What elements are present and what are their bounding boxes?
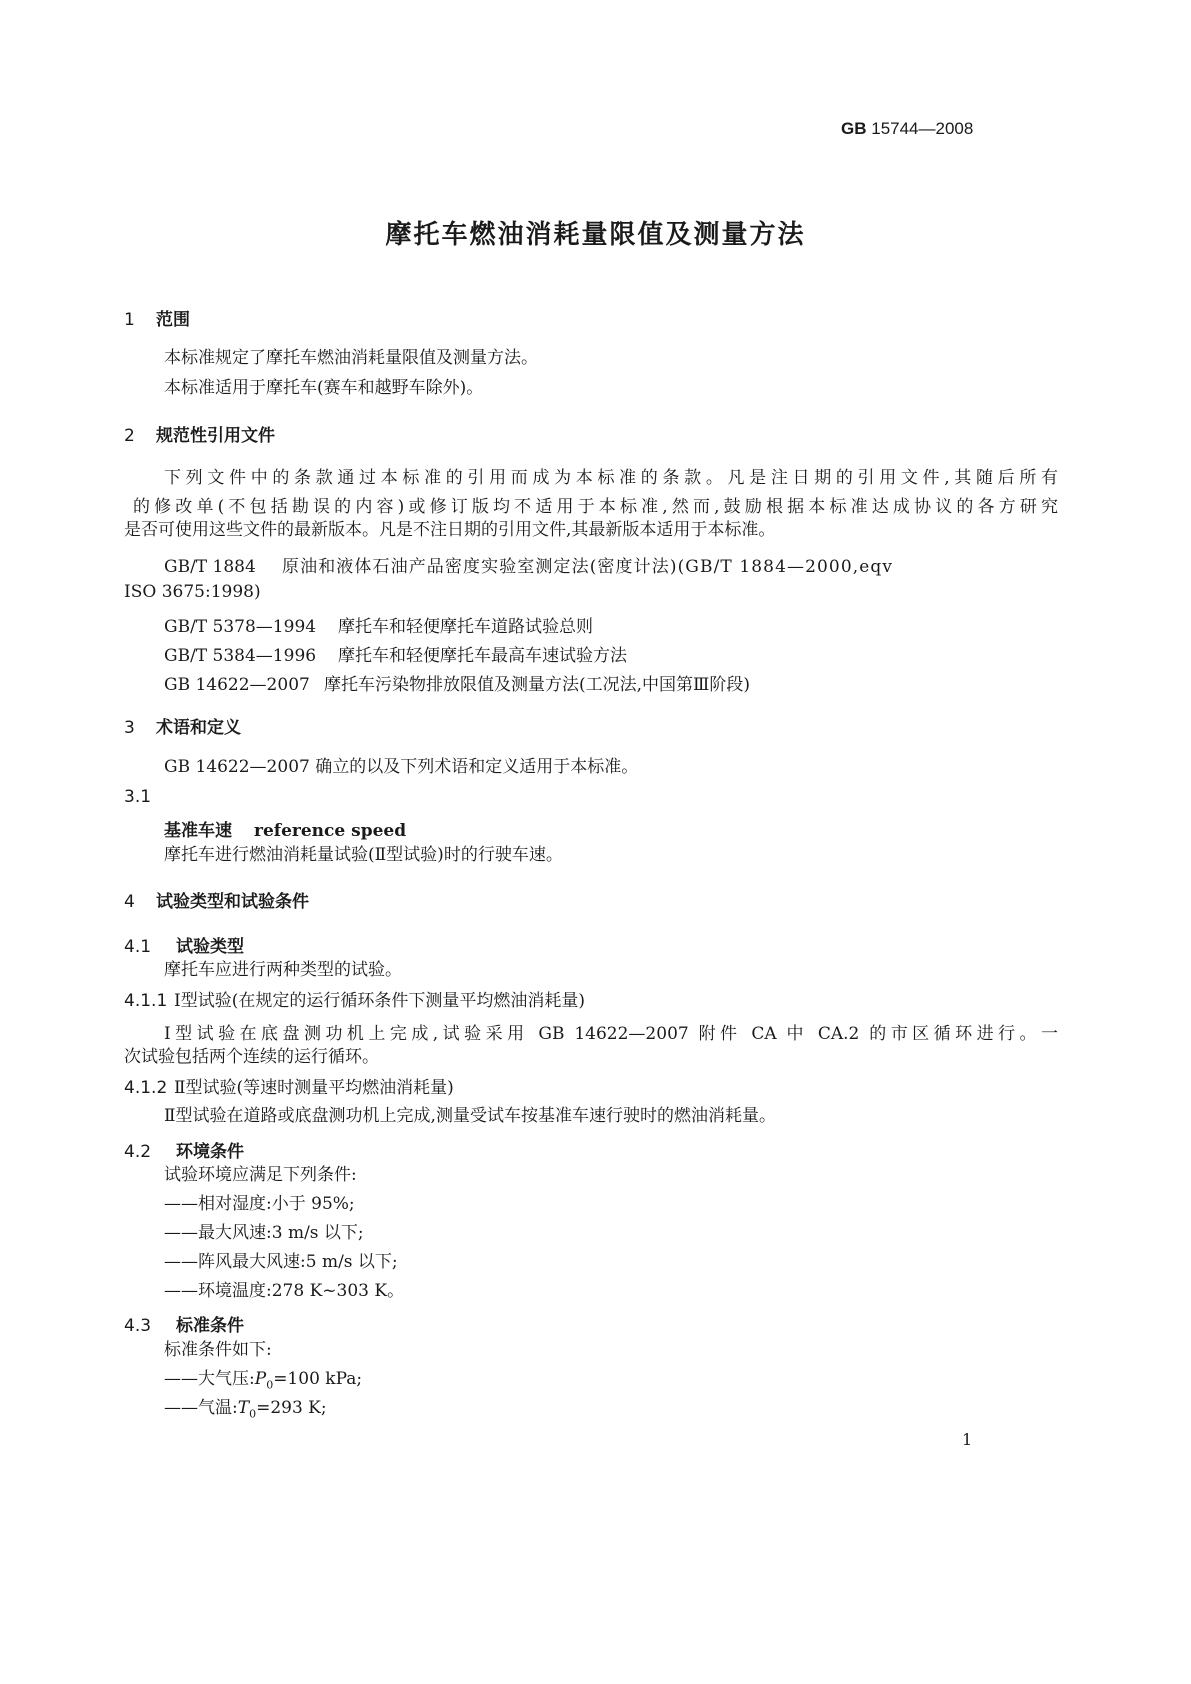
section-title: 标准条件 [176, 1316, 244, 1336]
section-number: 2 [124, 426, 135, 446]
page-number: 1 [962, 1430, 973, 1449]
section-4-2-heading [124, 1137, 244, 1162]
reference-title: 摩托车和轻便摩托车最高车速试验方法 [338, 646, 627, 666]
variable-subscript: 0 [266, 1378, 274, 1392]
term-chinese: 基准车速 [164, 821, 232, 841]
section-title: 规范性引用文件 [156, 426, 275, 446]
reference-item [164, 552, 1058, 577]
section-4-heading [124, 887, 309, 912]
reference-title: 摩托车污染物排放限值及测量方法(工况法,中国第Ⅲ阶段) [324, 675, 751, 695]
section-number: 3 [124, 718, 135, 738]
section-title: 环境条件 [176, 1142, 244, 1162]
list-item-label: ——气温: [164, 1398, 238, 1418]
section-4-1-1-heading [124, 989, 585, 1013]
clause-number: 3.1 [124, 787, 152, 807]
section-number: 4.1.2 [124, 1078, 168, 1098]
document-title: 摩托车燃油消耗量限值及测量方法 [385, 220, 806, 250]
standard-number [841, 119, 973, 139]
paragraph: 标准条件如下: [164, 1340, 272, 1360]
section-title: Ⅱ型试验(等速时测量平均燃油消耗量) [174, 1078, 454, 1098]
section-4-3-heading [124, 1311, 244, 1336]
list-item-value: =100 kPa; [273, 1369, 363, 1389]
paragraph: 本标准适用于摩托车(赛车和越野车除外)。 [164, 378, 484, 398]
section-title: 范围 [156, 310, 190, 330]
term-entry [164, 816, 406, 841]
reference-item [164, 612, 593, 637]
term-english: reference speed [254, 821, 407, 841]
section-number: 4.2 [124, 1142, 152, 1162]
variable-subscript: 0 [249, 1407, 257, 1421]
term-definition: 摩托车进行燃油消耗量试验(Ⅱ型试验)时的行驶车速。 [164, 845, 563, 865]
section-1-heading [124, 305, 190, 330]
reference-code: GB/T 5378—1994 [164, 617, 317, 637]
section-number: 4.1.1 [124, 991, 168, 1011]
paragraph: 本标准规定了摩托车燃油消耗量限值及测量方法。 [164, 348, 538, 368]
section-title: 术语和定义 [156, 718, 241, 738]
section-2-heading [124, 421, 275, 446]
paragraph-line: 是否可使用这些文件的最新版本。凡是不注日期的引用文件,其最新版本适用于本标准。 [124, 520, 776, 540]
reference-code: GB 14622—2007 [164, 675, 310, 695]
paragraph: GB 14622—2007 确立的以及下列术语和定义适用于本标准。 [164, 757, 639, 777]
section-3-heading [124, 713, 241, 738]
list-item: ——环境温度:278 K~303 K。 [164, 1281, 405, 1301]
variable-symbol: P [254, 1369, 267, 1389]
paragraph-line: 下列文件中的条款通过本标准的引用而成为本标准的条款。凡是注日期的引用文件,其随后所有 [164, 468, 1058, 488]
section-number: 4 [124, 892, 135, 912]
list-item-label: ——大气压: [164, 1369, 255, 1389]
reference-continuation: ISO 3675:1998) [124, 582, 261, 602]
paragraph-line: Ⅰ型试验在底盘测功机上完成,试验采用 GB 14622—2007 附件 CA 中 CA.2 的市区循环进行。一 [164, 1024, 1058, 1044]
section-4-1-2-heading [124, 1076, 454, 1100]
reference-title: 摩托车和轻便摩托车道路试验总则 [338, 617, 593, 637]
list-item: ——最大风速:3 m/s 以下; [164, 1223, 364, 1243]
section-number: 4.1 [124, 937, 152, 957]
paragraph: 试验环境应满足下列条件: [164, 1165, 357, 1185]
standard-code: 15744—2008 [871, 119, 974, 138]
paragraph-line: 的修改单(不包括勘误的内容)或修订版均不适用于本标准,然而,鼓励根据本标准达成协议的各方研究 [133, 497, 1058, 517]
paragraph: Ⅱ型试验在道路或底盘测功机上完成,测量受试车按基准车速行驶时的燃油消耗量。 [164, 1106, 776, 1126]
reference-code: GB/T 1884 [164, 557, 256, 577]
variable-symbol: T [237, 1398, 250, 1418]
paragraph: 摩托车应进行两种类型的试验。 [164, 960, 402, 980]
reference-item [164, 641, 627, 666]
section-title: 试验类型和试验条件 [156, 892, 309, 912]
section-4-1-heading [124, 932, 244, 957]
list-item: ——相对湿度:小于 95%; [164, 1194, 355, 1214]
list-item [164, 1396, 327, 1426]
section-title: Ⅰ型试验(在规定的运行循环条件下测量平均燃油消耗量) [174, 991, 585, 1011]
paragraph-line: 次试验包括两个连续的运行循环。 [124, 1047, 379, 1067]
section-number: 4.3 [124, 1316, 152, 1336]
list-item: ——阵风最大风速:5 m/s 以下; [164, 1252, 398, 1272]
reference-code: GB/T 5384—1996 [164, 646, 317, 666]
section-title: 试验类型 [176, 937, 244, 957]
reference-title: 原油和液体石油产品密度实验室测定法(密度计法)(GB/T 1884—2000,eqv [282, 557, 894, 577]
standard-prefix: GB [841, 119, 867, 138]
reference-item [164, 670, 750, 695]
list-item [164, 1367, 362, 1397]
list-item-value: =293 K; [256, 1398, 327, 1418]
section-number: 1 [124, 310, 135, 330]
